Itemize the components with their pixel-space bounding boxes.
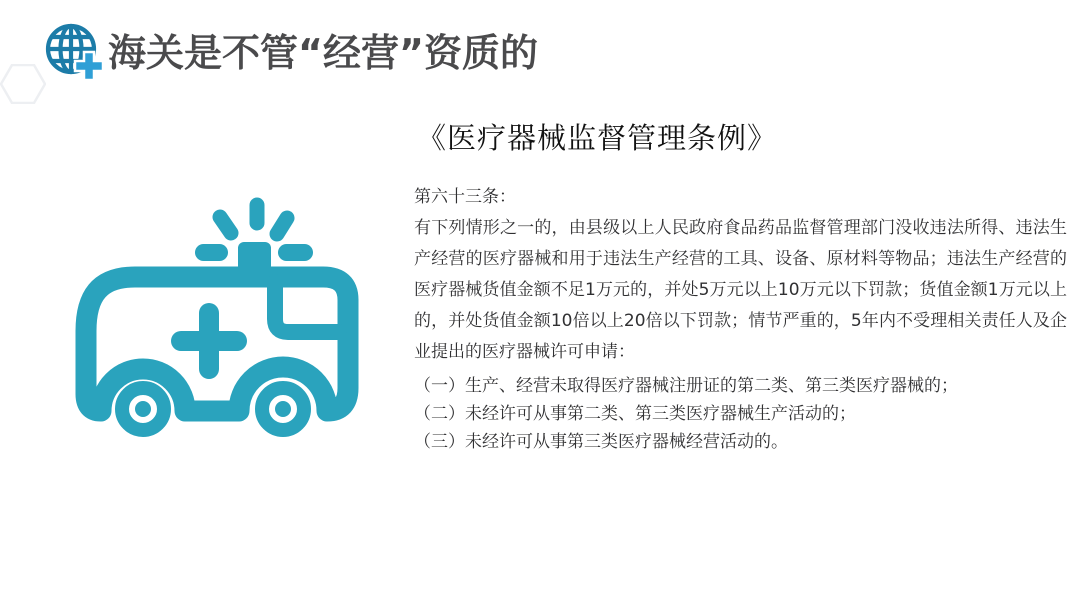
ambulance-icon [73, 196, 363, 442]
article-number-label: 第六十三条： [414, 187, 516, 207]
hexagon-decoration-icon [0, 64, 46, 104]
globe-medical-cross-icon [44, 22, 106, 84]
article-item: （三）未经许可从事第三类医疗器械经营活动的。 [414, 432, 788, 452]
article-paragraph: 有下列情形之一的，由县级以上人民政府食品药品监督管理部门没收违法所得、违法生产经营的医疗器械和用于违法生产经营的工具、设备、原材料等物品；违法生产经营的医疗器械货值金额不足1万元的，并处5万元以上10万元以下罚款；货值金额1万元以上的，并处货值金额10倍以上20倍以下罚款；情节严重的，5年内不受理相关责任人及企业提出的医疗器械许可申请： [414, 218, 1067, 362]
article-text-block [414, 182, 1067, 456]
article-item: （一）生产、经营未取得医疗器械注册证的第二类、第三类医疗器械的； [414, 376, 958, 396]
article-item: （二）未经许可从事第二类、第三类医疗器械生产活动的； [414, 404, 856, 424]
article-item-list [414, 372, 1067, 456]
page-title: 海关是不管“经营”资质的 [108, 31, 538, 75]
slide-title-row [44, 22, 538, 84]
regulation-heading: 《医疗器械监督管理条例》 [417, 121, 778, 155]
